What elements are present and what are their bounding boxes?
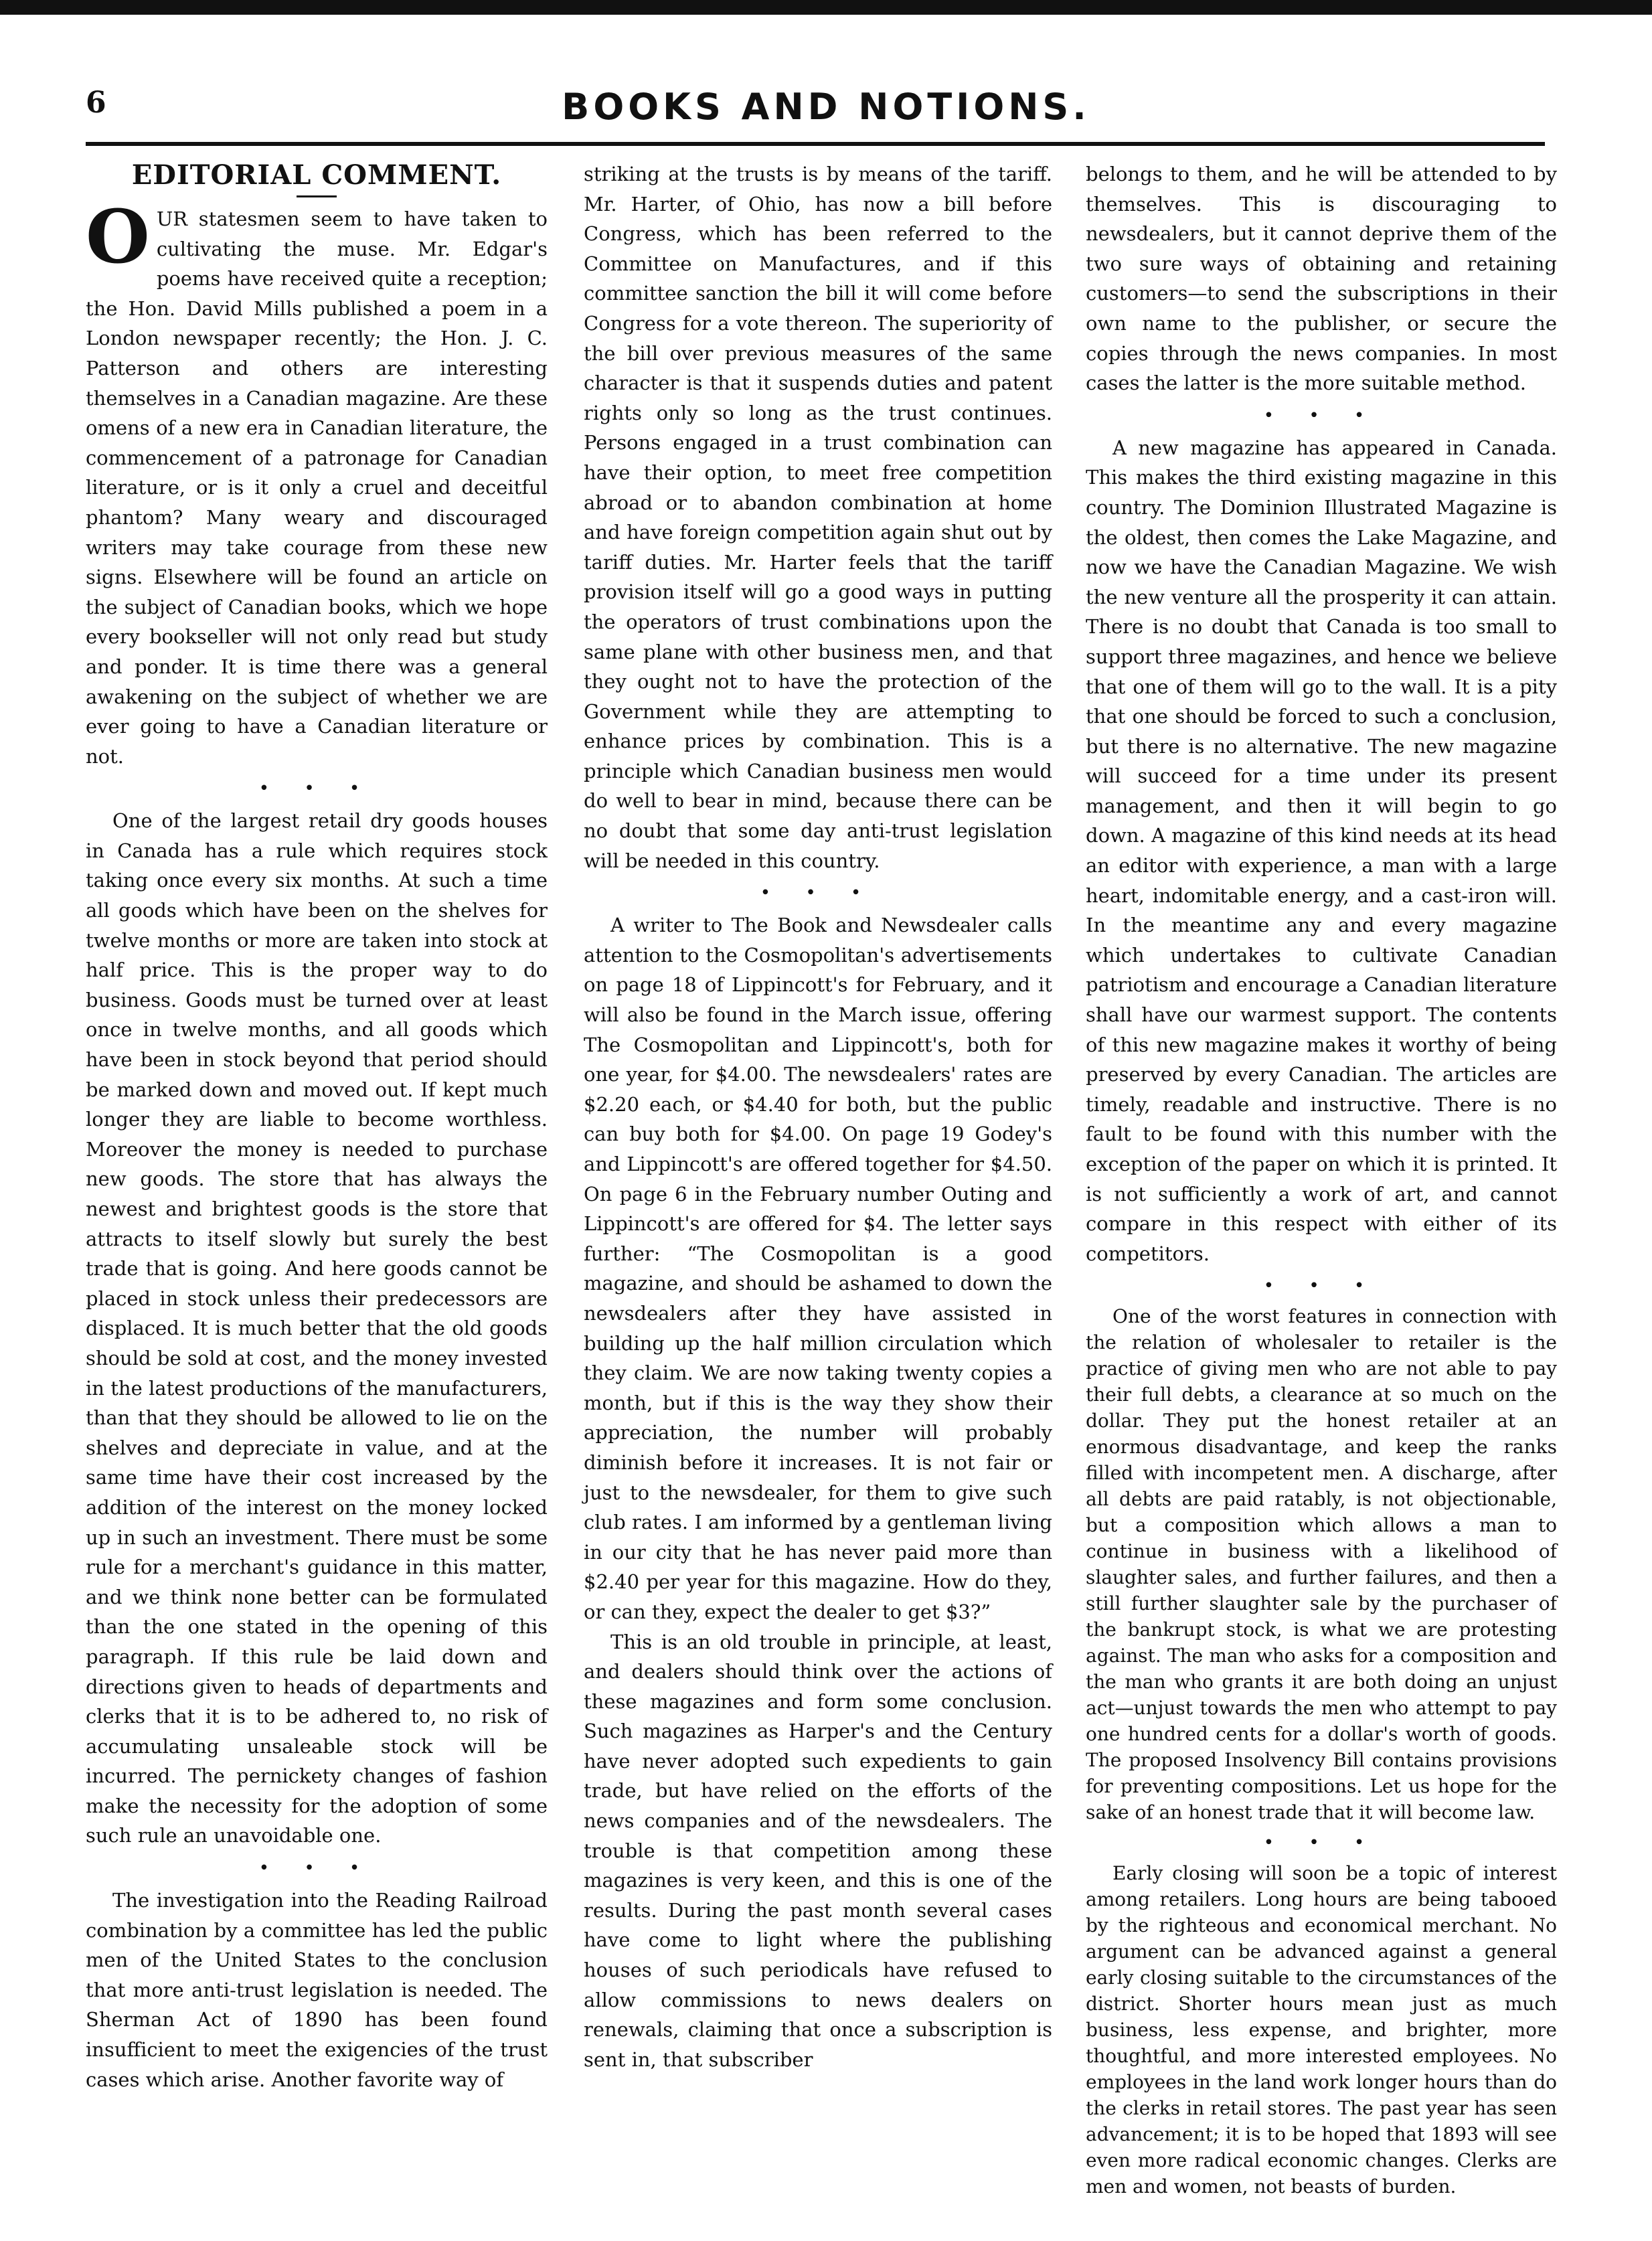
section-separator: • • • xyxy=(760,883,876,904)
header-rule xyxy=(86,142,1545,146)
section-separator: • • • xyxy=(1263,1833,1380,1853)
paragraph-old-trouble: This is an old trouble in principle, at least, and dealers should think over the actions of these magazines and form some conclusion. Such magazines as Harper's and the Century have never adopted such expedients to gain trade, but have relied on the efforts of the news companies and of the newsdealers. The trouble is that competition among these magazines is very keen, and this is one of the results. During the past month several cases have come to light where the publishing houses of such periodicals have refused to allow commissions to news dealers on renewals, claiming that once a subscription is sent in, that subscriber xyxy=(584,1630,1052,2071)
paragraph-text: UR statesmen seem to have taken to cultivating the muse. Mr. Edgar's poems have received quite a reception; the Hon. David Mills published a poem in a London newspaper recently; the Hon. J. C. Patterson and others are interesting themselves in a Canadian magazine. Are these omens of a new era in Canadian literature, the commencement of a patronage for Canadian literature, or is it only a cruel and deceitful phantom? Many weary and discouraged writers may take courage from these new signs. Elsewhere will be found an article on the subject of Canadian books, which we hope every bookseller will not only read but study and ponder. It is time there was a general awakening on the subject of whether we are ever going to have a Canadian literature or not. xyxy=(86,208,548,768)
paragraph-stock-taking: One of the largest retail dry goods houses in Canada has a rule which requires stock taking once every six months. At such a time all goods which have been on the shelves for twelve months or more are taken into stock at half price. This is the proper way to do business. Goods must be turned over at least once in twelve months, and all goods which have been in stock beyond that period should be marked down and moved out. If kept much longer they are liable to become worthless. Moreover the money is needed to purchase new goods. The store that has always the newest and brightest goods is the store that attracts to itself slowly but surely the best trade that is going. And here goods cannot be placed in stock unless their predecessors are displaced. It is much better that the old goods should be sold at cost, and the money invested in the latest productions of the manufacturers, than that they should be allowed to lie on the shelves and depreciate in value, and at the same time have their cost increased by the addition of the interest on the money locked up in such an investment. There must be some rule for a merchant's guidance in this matter, and we think none better can be formulated than the one stated in the opening of this paragraph. If this rule be laid down and directions given to heads of departments and clerks that it is to be adhered to, no risk of accumulating unsaleable stock will be incurred. The pernickety changes of fashion make the necessity for the adoption of some such rule an unavoidable one. xyxy=(86,809,548,1847)
column-3 xyxy=(1086,159,1557,2200)
section-separator: • • • xyxy=(258,778,375,799)
column-1 xyxy=(86,159,548,2094)
paragraph-wholesaler-relation: One of the worst features in connection with the relation of wholesaler to retailer is the practice of giving men who are not able to pay their full debts, a clearance at so much on the dollar. They put the honest retailer at an enormous disadvantage, and keep the ranks filled with incompetent men. A discharge, after all debts are paid ratably, is not objectionable, but a composition which allows a man to continue in business with a likelihood of slaughter sales, and further failures, and then a still further slaughter sale by the purchaser of the bankrupt stock, is what we are protesting against. The man who asks for a composition and the man who grants it are both doing an unjust act—unjust towards the men who attempt to pay one hundred cents for a dollar's worth of goods. The proposed Insolvency Bill contains provisions for preventing compositions. Let us hope for the sake of an honest trade that it will become law. xyxy=(1086,1305,1557,1824)
section-separator: • • • xyxy=(258,1858,375,1879)
column-2 xyxy=(584,159,1052,2074)
paragraph-tariff: striking at the trusts is by means of the tariff. Mr. Harter, of Ohio, has now a bill before Congress, which has been referred to the Committee on Manufactures, and if this committee sanction the bill it will come before Congress for a vote thereon. The superiority of the bill over previous measures of the same character is that it suspends duties and patent rights only so long as the trust continues. Persons engaged in a trust combination can have their option, to meet free competition abroad or to abandon combination at home and have foreign competition again shut out by tariff duties. Mr. Harter feels that the tariff provision itself will go a good ways in putting the operators of trust combinations upon the same plane with other business men, and that they ought not to have the protection of the Government while they are attempting to enhance prices by combination. This is a principle which Canadian business men would do well to bear in mind, because there can be no doubt that some day anti-trust legislation will be needed in this country. xyxy=(584,163,1052,872)
title-divider xyxy=(297,195,337,197)
paragraph-reading-railroad: The investigation into the Reading Railroad combination by a committee has led the public men of the United States to the conclusion that more anti-trust legislation is needed. The Sherman Act of 1890 has been found insufficient to meet the exigencies of the trust cases which arise. Another favorite way of xyxy=(86,1889,548,2091)
page-number: 6 xyxy=(86,86,106,120)
paragraph-new-magazine: A new magazine has appeared in Canada. This makes the third existing magazine in this country. The Dominion Illustrated Magazine is the oldest, then comes the Lake Magazine, and now we have the Canadian Magazine. We wish the new venture all the prosperity it can attain. There is no doubt that Canada is too small to support three magazines, and hence we believe that one of them will go to the wall. It is a pity that one should be forced to such a conclusion, but there is no alternative. The new magazine will succeed for a time under its present management, and then it will begin to go down. A magazine of this kind needs at its head an editor with experience, a man with a large heart, indomitable energy, and a cast-iron will. In the meantime any and every magazine which undertakes to cultivate Canadian patriotism and encourage a Canadian literature shall have our warmest support. The contents of this new magazine makes it worthy of being preserved by every Canadian. The articles are timely, readable and instructive. There is no fault to be found with this number with the exception of the paper on which it is printed. It is not sufficiently a work of art, and cannot compare in this respect with either of its competitors. xyxy=(1086,436,1557,1265)
paragraph-statesmen xyxy=(86,193,548,771)
drop-cap: O xyxy=(86,193,150,280)
paragraph-early-closing: Early closing will soon be a topic of interest among retailers. Long hours are being tabooed by the righteous and economical merchant. No argument can be advanced against a general early closing suitable to the circumstances of the district. Shorter hours mean just as much business, less expense, and brighter, more thoughtful, and more interested employees. No employees in the land work longer hours than do the clerks in retail stores. The past year has seen advancement; it is to be hoped that 1893 will see even more radical economic changes. Clerks are men and women, not beasts of burden. xyxy=(1086,1862,1557,2198)
publication-title: BOOKS AND NOTIONS. xyxy=(562,86,1090,128)
section-title: EDITORIAL COMMENT. xyxy=(131,159,502,191)
top-border-rule xyxy=(0,0,1652,15)
paragraph-subscriptions: belongs to them, and he will be attended to by themselves. This is discouraging to newsdealers, but it cannot deprive them of the two sure ways of obtaining and retaining customers—to send the subscriptions in their own name to the publisher, or secure the copies through the news companies. In most cases the latter is the more suitable method. xyxy=(1086,163,1557,395)
section-separator: • • • xyxy=(1263,405,1380,426)
paragraph-newsdealer-letter: A writer to The Book and Newsdealer calls attention to the Cosmopolitan's advertisements on page 18 of Lippincott's for February, and it will also be found in the March issue, offering The Cosmopolitan and Lippincott's, both for one year, for $4.00. The newsdealers' rates are $2.20 each, or $4.40 for both, but the public can buy both for $4.00. On page 19 Godey's and Lippincott's are offered together for $4.50. On page 6 in the February number Outing and Lippincott's are offered for $4. The letter says further: “The Cosmopolitan is a good magazine, and should be ashamed to down the newsdealers after they have assisted in building up the half million circulation which they claim. We are now taking twenty copies a month, but if this is the way they show their appreciation, the number will probably diminish before it increases. It is not fair or just to the newsdealer, for them to give such club rates. I am informed by a gentleman living in our city that he has never paid more than $2.40 per year for this magazine. How do they, or can they, expect the dealer to get $3?” xyxy=(584,914,1052,1623)
section-separator: • • • xyxy=(1263,1276,1380,1297)
